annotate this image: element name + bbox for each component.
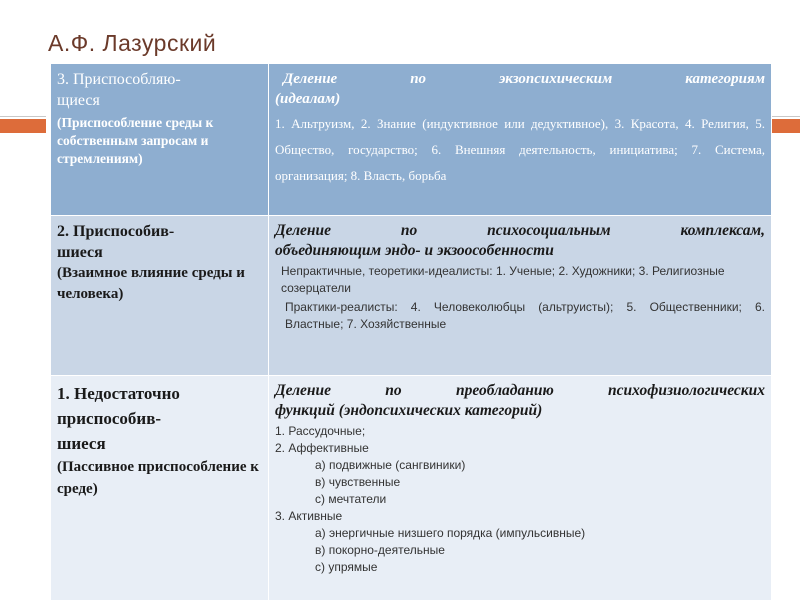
division-list bbox=[275, 423, 765, 576]
type-description: (Взаимное влияние среды и человека) bbox=[57, 265, 245, 302]
row-type-cell bbox=[51, 376, 269, 600]
list-item: с) мечтатели bbox=[315, 492, 387, 506]
division-paragraph-1: Непрактичные, теоретики-идеалисты: 1. Ученые; 2. Художники; 3. Религиозные созерцатели bbox=[281, 264, 725, 295]
type-heading: 3. Приспособляю- щиеся bbox=[57, 71, 181, 109]
accent-bar-right bbox=[771, 119, 800, 133]
type-heading: 1. Недостаточно приспособив- шиеся bbox=[57, 384, 180, 453]
row-division-cell bbox=[269, 216, 772, 376]
row-type-cell bbox=[51, 64, 269, 216]
division-paragraph-2: Практики-реалисты: 4. Человеколюбцы (альтруисты); 5. Общественники; 6. Властные; 7. Хозяйственные bbox=[285, 300, 765, 331]
accent-bar-left bbox=[0, 119, 46, 133]
table-row-adapted bbox=[51, 216, 772, 376]
type-description: (Приспособление среды к собственным запросам и стремлениям) bbox=[57, 115, 214, 166]
list-item: 2. Аффективные bbox=[275, 441, 369, 455]
row-division-cell bbox=[269, 376, 772, 600]
table-row-insufficiently-adapted bbox=[51, 376, 772, 600]
list-item: а) подвижные (сангвиники) bbox=[315, 458, 466, 472]
division-heading-line2: объединяющим эндо- и экзоособенности bbox=[275, 242, 554, 259]
division-heading-line1: Деление по преобладанию психофизиологических bbox=[275, 382, 765, 399]
type-description: (Пассивное приспособление к среде) bbox=[57, 459, 259, 497]
row-division-cell bbox=[269, 64, 772, 216]
division-heading-line1: Деление по экзопсихическим категориям bbox=[283, 71, 765, 87]
list-item: 3. Активные bbox=[275, 509, 343, 523]
classification-table bbox=[50, 63, 772, 600]
list-item: в) чувственные bbox=[315, 475, 401, 489]
list-item: в) покорно-деятельные bbox=[315, 543, 445, 557]
list-item: с) упрямые bbox=[315, 560, 378, 574]
list-item: 1. Рассудочные; bbox=[275, 424, 366, 438]
division-body: 1. Альтруизм, 2. Знание (индуктивное или дедуктивное), 3. Красота, 4. Религия, 5. Общество, государство; 6. Внешняя деятельность, инициатива; 7. Система, организация; 8. Власть, борьба bbox=[275, 116, 765, 183]
slide-title: А.Ф. Лазурский bbox=[48, 30, 217, 56]
table-row-adapting bbox=[51, 64, 772, 216]
division-heading-line2: (идеалам) bbox=[275, 91, 341, 107]
division-heading-line1: Деление по психосоциальным комплексам, bbox=[275, 222, 765, 239]
row-type-cell bbox=[51, 216, 269, 376]
division-heading-line2: функций (эндопсихических категорий) bbox=[275, 402, 543, 419]
type-heading: 2. Приспособив- шиеся bbox=[57, 223, 175, 261]
list-item: а) энергичные низшего порядка (импульсивные) bbox=[315, 526, 586, 540]
